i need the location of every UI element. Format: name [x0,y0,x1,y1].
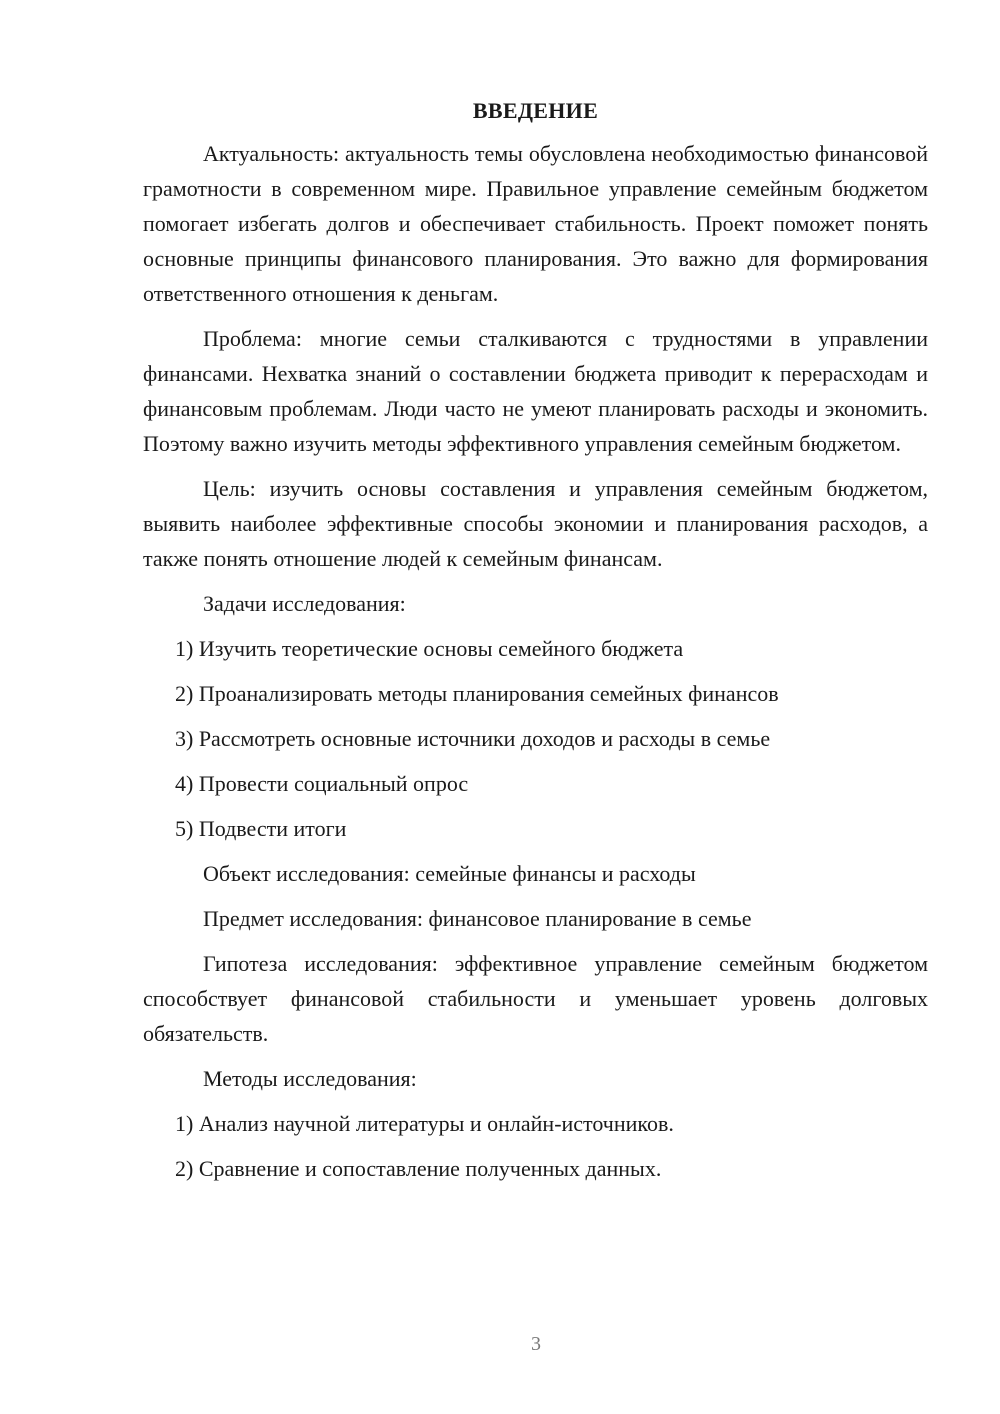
problem-paragraph: Проблема: многие семьи сталкиваются с трудностями в управлении финансами. Нехватка знаний о составлении бюджета приводит к перерасходам и финансовым проблемам. Люди часто не умеют планировать расходы и экономить. Поэтому важно изучить методы эффективного управления семейным бюджетом. [143,326,928,456]
task-item-3: 3) Рассмотреть основные источники доходов и расходы в семье [175,726,771,751]
actuality-paragraph: Актуальность: актуальность темы обусловлена необходимостью финансовой грамотности в современном мире. Правильное управление семейным бюджетом помогает избегать долгов и обеспечивает стабильность. Проект поможет понять основные принципы финансового планирования. Это важно для формирования ответственного отношения к деньгам. [143,141,928,306]
method-item-1: 1) Анализ научной литературы и онлайн-источников. [175,1111,674,1136]
goal-paragraph: Цель: изучить основы составления и управления семейным бюджетом, выявить наиболее эффективные способы экономии и планирования расходов, а также понять отношение людей к семейным финансам. [143,476,928,571]
task-item-4: 4) Провести социальный опрос [175,771,469,796]
hypothesis-paragraph: Гипотеза исследования: эффективное управление семейным бюджетом способствует финансовой стабильности и уменьшает уровень долговых обязательств. [143,951,928,1046]
task-item-2: 2) Проанализировать методы планирования семейных финансов [175,681,779,706]
tasks-heading: Задачи исследования: [203,591,406,616]
page-number: 3 [531,1333,541,1355]
section-title: ВВЕДЕНИЕ [472,98,599,123]
page-content [143,96,928,1196]
method-item-2: 2) Сравнение и сопоставление полученных данных. [175,1156,662,1181]
research-subject: Предмет исследования: финансовое планирование в семье [203,906,752,931]
research-object: Объект исследования: семейные финансы и расходы [203,861,696,886]
task-item-1: 1) Изучить теоретические основы семейного бюджета [175,636,684,661]
methods-heading: Методы исследования: [203,1066,417,1091]
task-item-5: 5) Подвести итоги [175,816,347,841]
